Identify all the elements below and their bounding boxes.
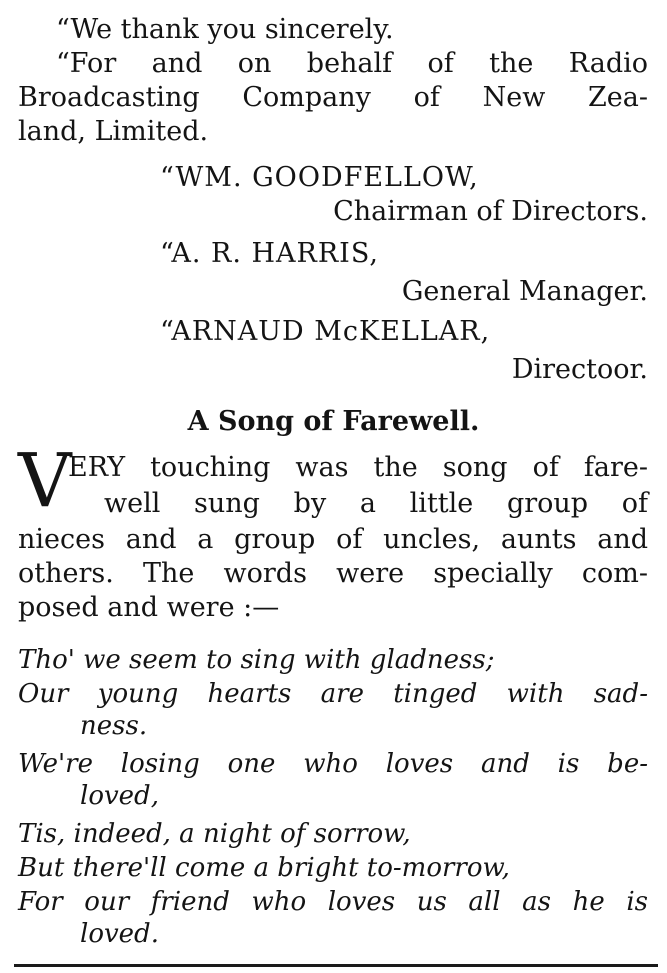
poem-line: Tho' we seem to sing with gladness; bbox=[18, 645, 495, 675]
signatory-name: “WM. GOODFELLOW, bbox=[160, 162, 479, 193]
poem-line: But there'll come a bright to-morrow, bbox=[18, 853, 510, 883]
poem-line: We're losing one who loves and is be- bbox=[18, 749, 648, 779]
letter-line: “For and on behalf of the Radio bbox=[56, 48, 648, 79]
signatory-title: Directoor. bbox=[511, 354, 648, 385]
letter-line: land, Limited. bbox=[18, 116, 209, 147]
signatory-title: Chairman of Directors. bbox=[333, 196, 648, 227]
signatory-title: General Manager. bbox=[401, 276, 648, 307]
poem-line: Tis, indeed, a night of sorrow, bbox=[18, 819, 411, 849]
poem-line: Our young hearts are tinged with sad- bbox=[18, 679, 648, 709]
signatory-name: “A. R. HARRIS, bbox=[160, 238, 379, 269]
paragraph-line: others. The words were specially com- bbox=[18, 558, 648, 589]
poem-line: loved. bbox=[80, 919, 159, 949]
section-heading: A Song of Farewell. bbox=[187, 406, 480, 437]
drop-cap: V bbox=[18, 438, 72, 524]
letter-line: “We thank you sincerely. bbox=[56, 14, 394, 45]
letter-line: Broadcasting Company of New Zea- bbox=[18, 82, 648, 113]
paragraph-line: ERY touching was the song of fare- bbox=[68, 452, 648, 483]
bottom-rule bbox=[14, 964, 658, 967]
poem-line: loved, bbox=[80, 781, 159, 811]
paragraph-line: nieces and a group of uncles, aunts and bbox=[18, 524, 648, 555]
signatory-name: “ARNAUD McKELLAR, bbox=[160, 316, 491, 347]
poem-line: ness. bbox=[80, 711, 148, 741]
poem-line: For our friend who loves us all as he is bbox=[18, 887, 648, 917]
paragraph-line: well sung by a little group of bbox=[104, 488, 648, 519]
paragraph-line: posed and were :— bbox=[18, 592, 280, 623]
